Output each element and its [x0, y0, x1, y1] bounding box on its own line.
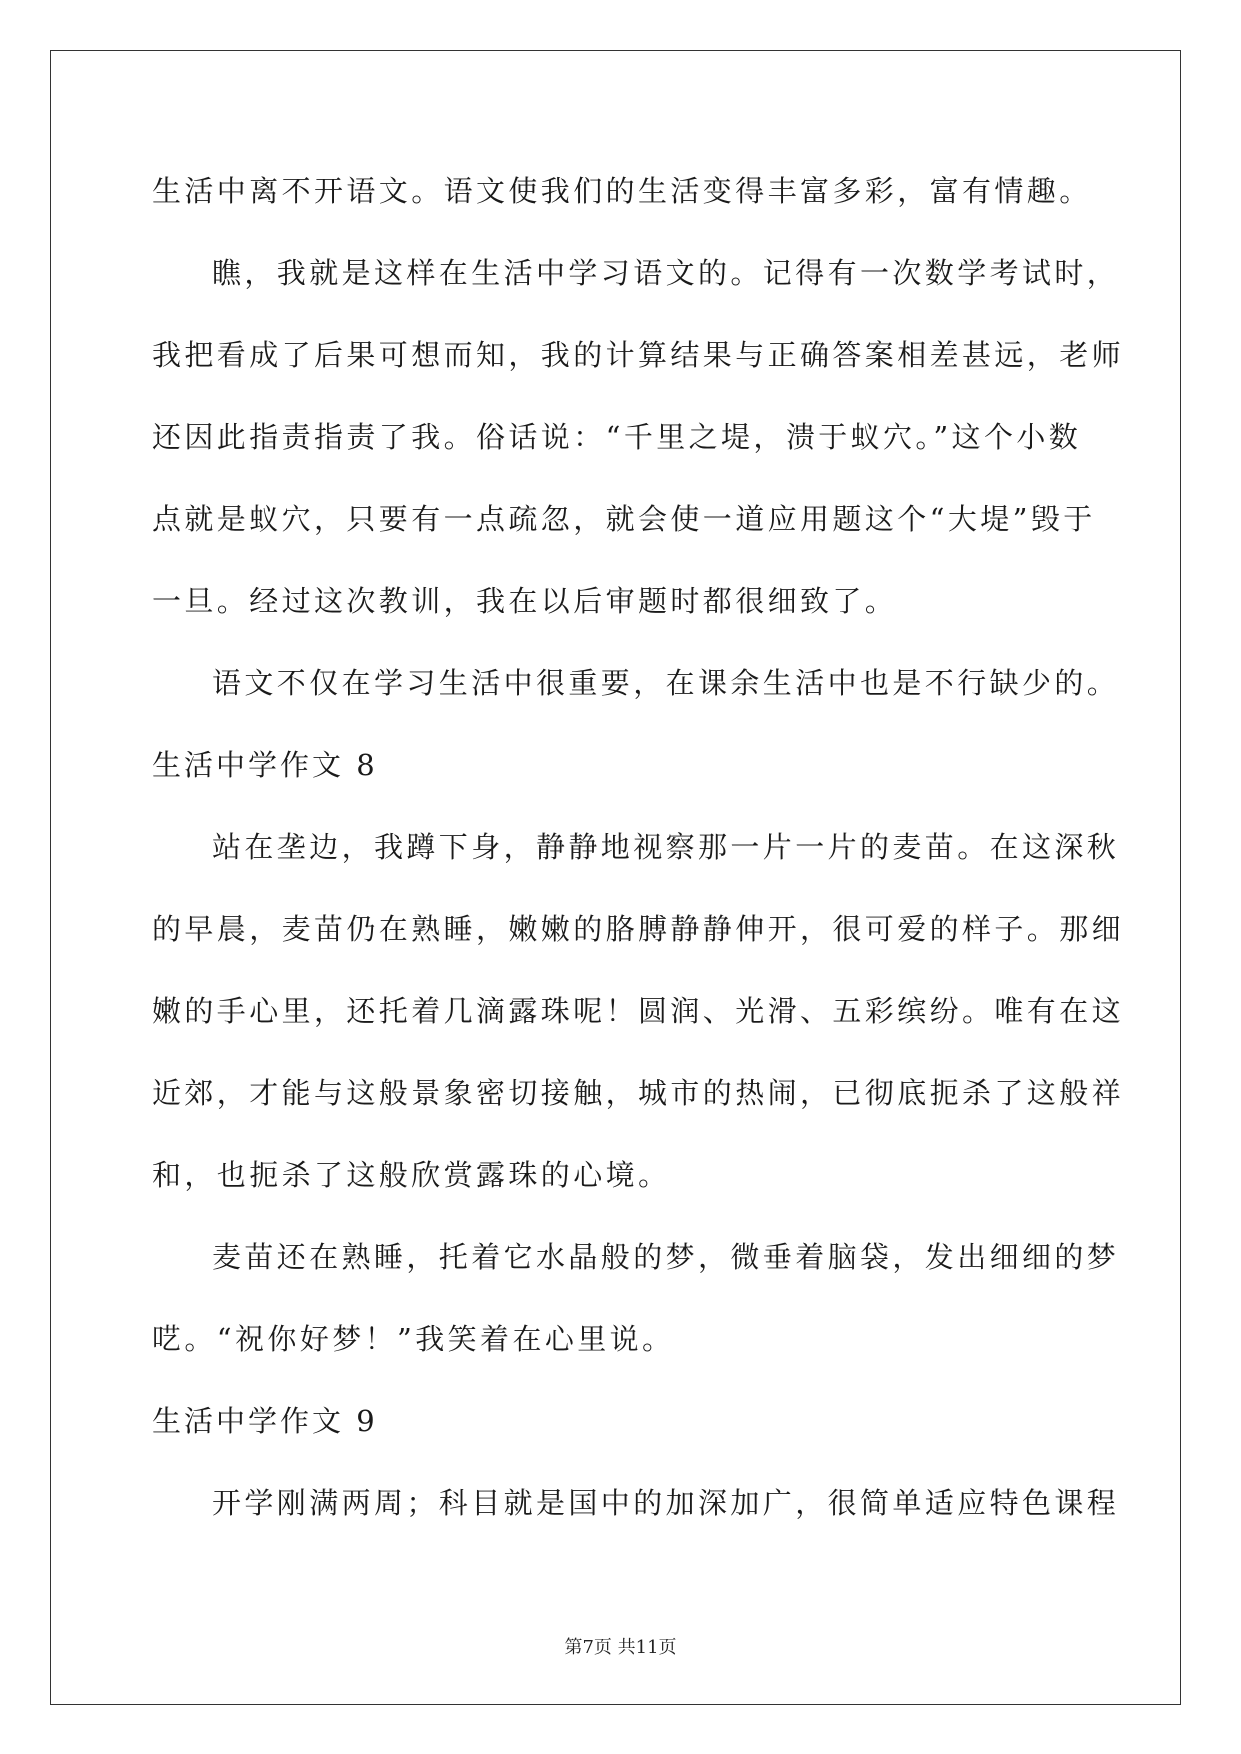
text-line: 站在垄边，我蹲下身，静静地视察那一片一片的麦苗。在这深秋 — [212, 830, 1120, 864]
text-line: 生活中离不开语文。语文使我们的生活变得丰富多彩，富有情趣。 — [152, 174, 1092, 208]
text-line: 麦苗还在熟睡，托着它水晶般的梦，微垂着脑袋，发出细细的梦 — [212, 1240, 1120, 1274]
text-line: 嫩的手心里，还托着几滴露珠呢！圆润、光滑、五彩缤纷。唯有在这 — [152, 994, 1125, 1028]
text-line: 我把看成了后果可想而知，我的计算结果与正确答案相差甚远，老师 — [152, 338, 1125, 372]
text-line: 近郊，才能与这般景象密切接触，城市的热闹，已彻底扼杀了这般祥 — [152, 1076, 1125, 1110]
text-line: 的早晨，麦苗仍在熟睡，嫩嫩的胳膊静静伸开，很可爱的样子。那细 — [152, 912, 1125, 946]
document-body — [152, 166, 1125, 1560]
section-heading: 生活中学作文 8 — [152, 748, 378, 782]
text-line: 瞧，我就是这样在生活中学习语文的。记得有一次数学考试时， — [212, 256, 1120, 290]
section-heading: 生活中学作文 9 — [152, 1404, 378, 1438]
text-line: 开学刚满两周；科目就是国中的加深加广，很简单适应特色课程 — [212, 1486, 1120, 1520]
text-line: 呓。“祝你好梦！”我笑着在心里说。 — [152, 1322, 675, 1356]
text-line: 和，也扼杀了这般欣赏露珠的心境。 — [152, 1158, 671, 1192]
text-line: 语文不仅在学习生活中很重要，在课余生活中也是不行缺少的。 — [212, 666, 1120, 700]
page-number: 第7页 共11页 — [564, 1637, 677, 1658]
text-line: 还因此指责指责了我。俗话说：“千里之堤，溃于蚁穴。”这个小数 — [152, 420, 1082, 454]
text-line: 点就是蚁穴，只要有一点疏忽，就会使一道应用题这个“大堤”毁于 — [152, 502, 1096, 536]
text-line: 一旦。经过这次教训，我在以后审题时都很细致了。 — [152, 584, 898, 618]
